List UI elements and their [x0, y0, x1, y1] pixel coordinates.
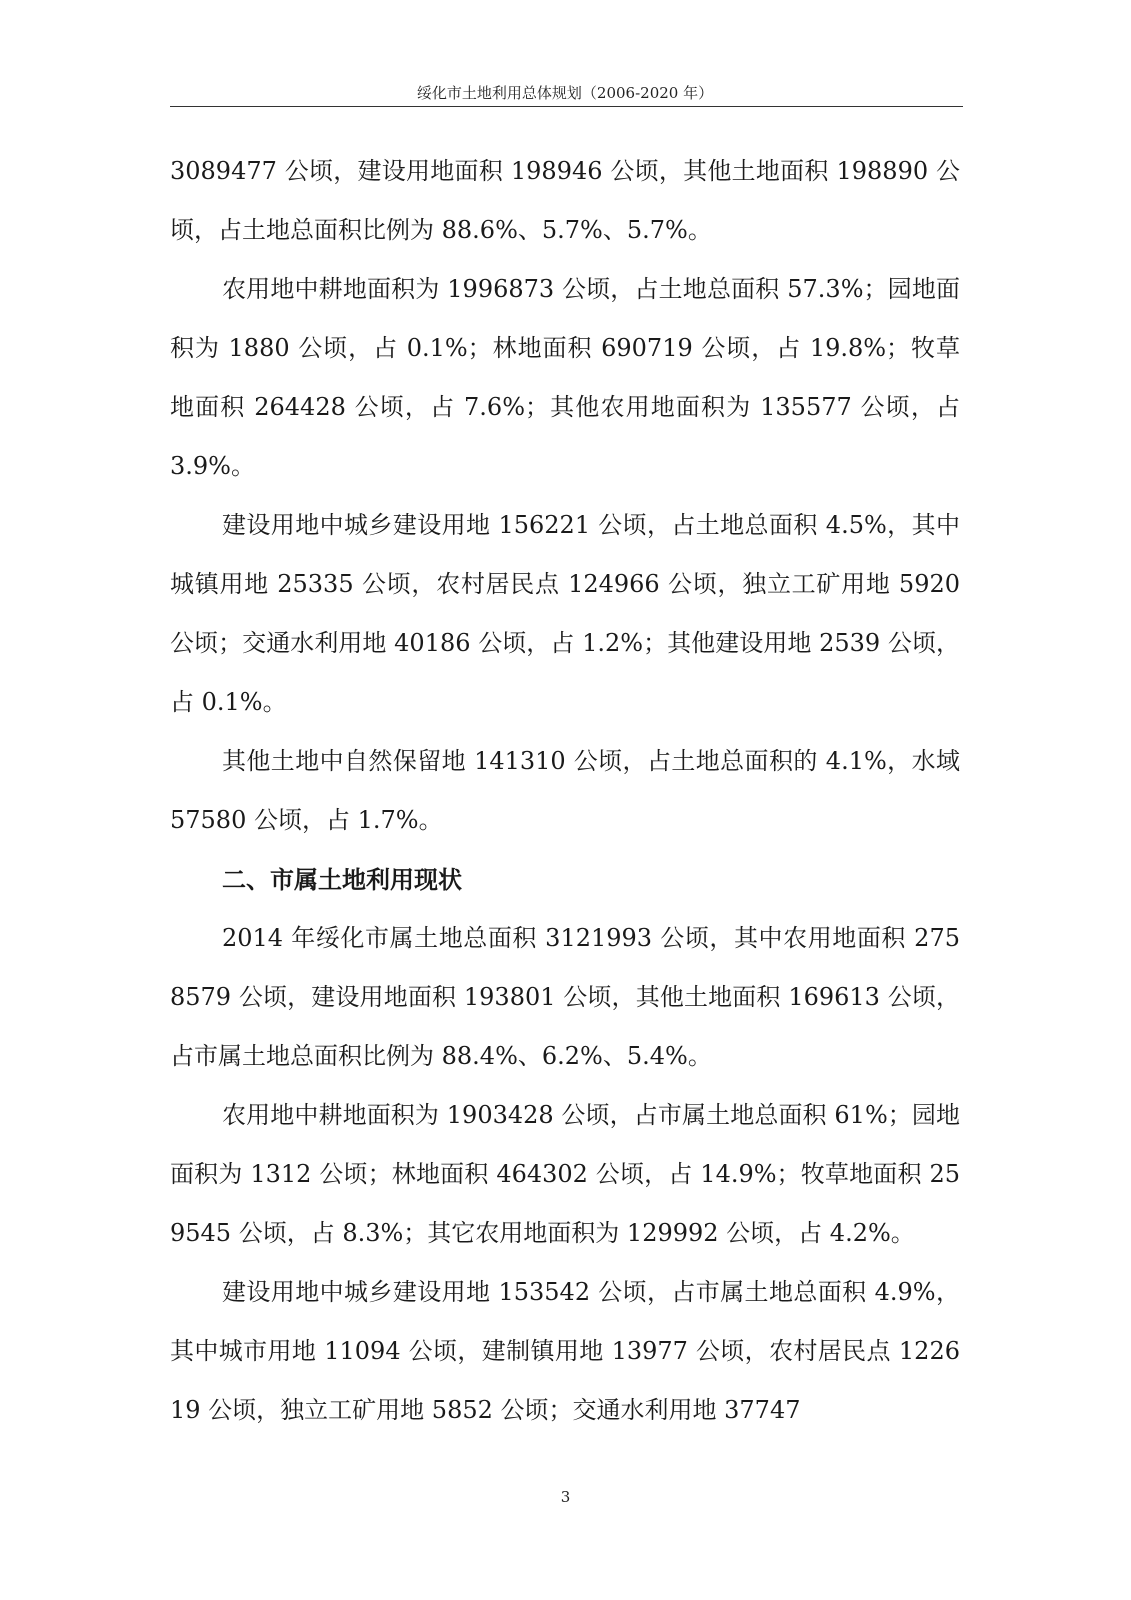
paragraph-other-land: 其他土地中自然保留地 141310 公顷，占土地总面积的 4.1%，水域 57580 公顷，占 1.7%。: [170, 747, 960, 834]
header-divider: [170, 106, 963, 107]
paragraph-city-construction-land: 建设用地中城乡建设用地 153542 公顷，占市属土地总面积 4.9%，其中城市用地 11094 公顷，建制镇用地 13977 公顷，农村居民点 122619 公顷，独立工矿用地 5852 公顷；交通水利用地 37747: [170, 1278, 960, 1424]
document-body: [170, 142, 960, 1440]
section-heading: 二、市属土地利用现状: [222, 865, 462, 894]
running-header: 绥化市土地利用总体规划（2006-2020 年）: [416, 84, 714, 102]
paragraph-city-agricultural-land: 农用地中耕地面积为 1903428 公顷，占市属土地总面积 61%；园地面积为 1312 公顷；林地面积 464302 公顷，占 14.9%；牧草地面积 259545 公顷，占 8.3%；其它农用地面积为 129992 公顷，占 4.2%。: [170, 1101, 960, 1247]
paragraph-land-total-continued: 3089477 公顷，建设用地面积 198946 公顷，其他土地面积 198890 公顷，占土地总面积比例为 88.6%、5.7%、5.7%。: [170, 157, 960, 244]
paragraph-city-land-total: 2014 年绥化市属土地总面积 3121993 公顷，其中农用地面积 2758579 公顷，建设用地面积 193801 公顷，其他土地面积 169613 公顷，占市属土地总面积比例为 88.4%、6.2%、5.4%。: [170, 924, 960, 1070]
paragraph-construction-land: 建设用地中城乡建设用地 156221 公顷，占土地总面积 4.5%，其中城镇用地 25335 公顷，农村居民点 124966 公顷，独立工矿用地 5920 公顷；交通水利用地 40186 公顷，占 1.2%；其他建设用地 2539 公顷，占 0.1%。: [170, 511, 960, 716]
paragraph-agricultural-land: 农用地中耕地面积为 1996873 公顷，占土地总面积 57.3%；园地面积为 1880 公顷，占 0.1%；林地面积 690719 公顷，占 19.8%；牧草地面积 264428 公顷，占 7.6%；其他农用地面积为 135577 公顷，占 3.9%。: [170, 275, 960, 480]
page-number: 3: [560, 1488, 571, 1506]
